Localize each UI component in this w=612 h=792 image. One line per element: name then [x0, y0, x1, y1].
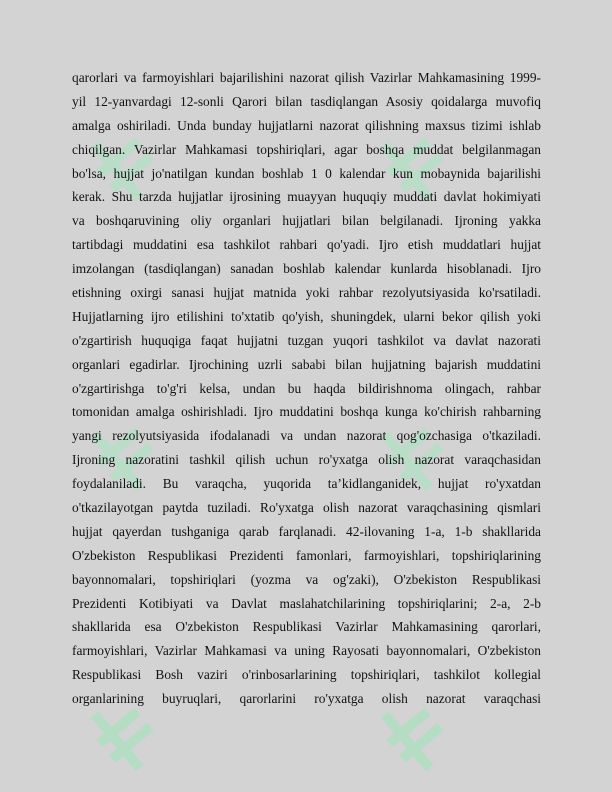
- text-line: Hujjatlarning ijro etilishini to'xtatib qo'yish, shuningdek, ularni bekor qilish yoki: [72, 308, 541, 324]
- text-line: kerak. Shu tarzda hujjatlar ijrosining muayyan huquqiy muddati davlat hokimiyati: [72, 189, 541, 205]
- text-line: tartibdagi muddatini esa tashkilot rahbari qo'yadi. Ijro etish muddatlari hujjat: [72, 237, 541, 253]
- text-line: hujjat qayerdan tushganiga qarab farqlanadi. 42-ilovaning 1-a, 1-b shakllarida: [72, 523, 541, 539]
- text-line: imzolangan (tasdiqlangan) sanadan boshlab kalendar kunlarda hisoblanadi. Ijro: [72, 261, 541, 277]
- text-line: amalga oshiriladi. Unda bunday hujjatlarni nazorat qilishning maxsus tizimi ishlab: [72, 117, 541, 133]
- text-line: foydalaniladi. Bu varaqcha, yuqorida ta’kidlanganidek, hujjat ro'yxatdan: [72, 476, 541, 492]
- text-line: bayonnomalari, topshiriqlari (yozma va og'zaki), O'zbekiston Respublikasi: [72, 571, 541, 587]
- text-line: organlarining buyruqlari, qarorlarini ro'yxatga olish nazorat varaqchasi: [72, 691, 541, 707]
- text-line: bo'lsa, hujjat jo'natilgan kundan boshlab 1 0 kalendar kun mobaynida bajarilishi: [72, 165, 541, 181]
- text-line: Ijroning nazoratini tashkil qilish uchun ro'yxatga olish nazorat varaqchasidan: [72, 452, 541, 468]
- text-line: yangi rezolyutsiyasida ifodalanadi va undan nazorat qog'ozchasiga o'tkaziladi.: [72, 428, 541, 444]
- body-text: [72, 66, 541, 711]
- text-line: shakllarida esa O'zbekiston Respublikasi Vazirlar Mahkamasining qarorlari,: [72, 619, 541, 635]
- text-line: tomonidan amalga oshirishladi. Ijro muddatini boshqa kunga ko'chirish rahbarning: [72, 404, 541, 420]
- text-line: organlari egadirlar. Ijrochining uzrli sababi bilan hujjatning bajarish muddatini: [72, 356, 541, 372]
- text-line: qarorlari va farmoyishlari bajarilishini nazorat qilish Vazirlar Mahkamasining 1999-: [72, 70, 541, 85]
- text-line: Respublikasi Bosh vaziri o'rinbosarlarining topshiriqlari, tashkilot kollegial: [72, 667, 541, 683]
- text-line: yil 12-yanvardagi 12-sonli Qarori bilan tasdiqlangan Asosiy qoidalarga muvofiq: [72, 93, 541, 109]
- text-line: O'zbekiston Respublikasi Prezidenti famonlari, farmoyishlari, topshiriqlarining: [72, 547, 541, 563]
- text-line: o'tkazilayotgan paytda tuziladi. Ro'yxatga olish nazorat varaqchasining qismlari: [72, 500, 541, 516]
- text-line: o'zgartirish huquqiga faqat hujjatni tuzgan yuqori tashkilot va davlat nazorati: [72, 332, 541, 348]
- text-line: etishning oxirgi sanasi hujjat matnida yoki rahbar rezolyutsiyasida ko'rsatiladi.: [72, 285, 541, 301]
- text-line: o'zgartirishga to'g'ri kelsa, undan bu haqda bildirishnoma olingach, rahbar: [72, 380, 541, 396]
- text-line: chiqilgan. Vazirlar Mahkamasi topshiriqlari, agar boshqa muddat belgilanmagan: [72, 141, 541, 157]
- text-line: va boshqaruvining oliy organlari hujjatlari bilan belgilanadi. Ijroning yakka: [72, 213, 541, 229]
- text-line: farmoyishlari, Vazirlar Mahkamasi va uning Rayosati bayonnomalari, O'zbekiston: [72, 643, 541, 659]
- text-line: Prezidenti Kotibiyati va Davlat maslahatchilarining topshiriqlarini; 2-a, 2-b: [72, 595, 541, 611]
